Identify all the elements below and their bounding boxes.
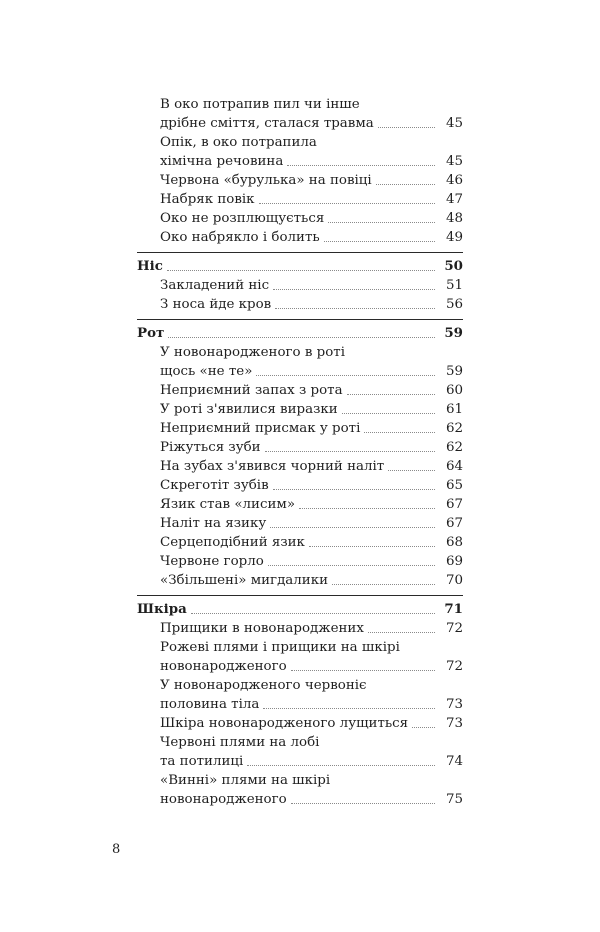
toc-entry[interactable]: [137, 381, 463, 400]
toc-entry[interactable]: [137, 400, 463, 419]
dot-leader: [265, 451, 435, 452]
toc-entry[interactable]: [137, 638, 463, 676]
dot-leader: [332, 584, 435, 585]
section-page: 71: [444, 601, 463, 617]
toc-entry-title: Око набрякло і болить: [160, 230, 320, 245]
toc-entry-page: 74: [445, 754, 463, 769]
dot-leader: [299, 508, 435, 509]
toc-entry-page: 62: [445, 440, 463, 455]
toc-entry[interactable]: [137, 133, 463, 171]
toc-entry[interactable]: [137, 619, 463, 638]
toc-entry-title: Прищики в новонароджених: [160, 621, 364, 636]
section-title: Ніс: [137, 258, 163, 274]
dot-leader: [273, 289, 435, 290]
dot-leader: [275, 308, 435, 309]
page-number: 8: [112, 842, 121, 857]
toc-entry-title-line2: щось «не те»: [160, 364, 253, 379]
toc-entry-page: 72: [445, 621, 463, 636]
toc-entry-title-line2: дрібне сміття, сталася травма: [160, 116, 374, 131]
dot-leader: [291, 803, 435, 804]
toc-entry[interactable]: [137, 95, 463, 133]
toc-entry-page: 59: [445, 364, 463, 379]
toc-entry-page: 64: [445, 459, 463, 474]
toc-entry-title-line2: та потилиці: [160, 754, 244, 769]
toc-entry-title: Закладений ніс: [160, 278, 270, 293]
toc-entry[interactable]: [137, 295, 463, 314]
toc-entry[interactable]: [137, 343, 463, 381]
toc-entry-title: На зубах з'явився чорний наліт: [160, 459, 385, 474]
dot-leader: [328, 222, 435, 223]
dot-leader: [167, 270, 435, 271]
toc-entry-title: Ріжуться зуби: [160, 440, 261, 455]
toc-entry-page: 67: [445, 497, 463, 512]
toc-entry[interactable]: [137, 514, 463, 533]
toc-entry-title: У роті з'явилися виразки: [160, 402, 338, 417]
toc-entry[interactable]: [137, 771, 463, 809]
toc-entry-title-line1: Опік, в око потрапила: [160, 135, 317, 150]
toc-entry-title: Червоне горло: [160, 554, 264, 569]
toc-entry-page: 72: [445, 659, 463, 674]
toc-entry-page: 73: [445, 697, 463, 712]
section-title: Рот: [137, 325, 165, 341]
toc-entry[interactable]: [137, 171, 463, 190]
dot-leader: [263, 708, 435, 709]
section-page: 50: [444, 258, 463, 274]
dot-leader: [287, 165, 435, 166]
toc-entry[interactable]: [137, 733, 463, 771]
section-page: 59: [444, 325, 463, 341]
dot-leader: [259, 203, 435, 204]
toc-entry-page: 49: [445, 230, 463, 245]
section-divider: [137, 319, 463, 320]
toc-entry-title: Язик став «лисим»: [160, 497, 296, 512]
toc-entry[interactable]: [137, 190, 463, 209]
toc-section-skin[interactable]: [137, 600, 463, 619]
dot-leader: [168, 337, 435, 338]
dot-leader: [347, 394, 435, 395]
table-of-contents: [137, 95, 463, 809]
dot-leader: [324, 241, 435, 242]
dot-leader: [412, 727, 435, 728]
toc-entry-title: Червона «бурулька» на повіці: [160, 173, 372, 188]
toc-section-nose[interactable]: [137, 257, 463, 276]
toc-entry-page: 62: [445, 421, 463, 436]
toc-entry-title-line1: Червоні плями на лобі: [160, 735, 320, 750]
toc-entry[interactable]: [137, 228, 463, 247]
dot-leader: [342, 413, 435, 414]
toc-entry-page: 65: [445, 478, 463, 493]
toc-entry-title: Неприємний присмак у роті: [160, 421, 361, 436]
toc-entry-page: 56: [445, 297, 463, 312]
toc-entry-title-line1: В око потрапив пил чи інше: [160, 97, 360, 112]
dot-leader: [273, 489, 435, 490]
dot-leader: [256, 375, 435, 376]
toc-entry[interactable]: [137, 476, 463, 495]
section-divider: [137, 252, 463, 253]
toc-entry-page: 45: [445, 154, 463, 169]
toc-entry-page: 70: [445, 573, 463, 588]
toc-entry-title: Неприємний запах з рота: [160, 383, 343, 398]
toc-entry[interactable]: [137, 571, 463, 590]
toc-entry-title-line1: У новонародженого в роті: [160, 345, 345, 360]
toc-entry-title: Наліт на язику: [160, 516, 267, 531]
dot-leader: [309, 546, 435, 547]
toc-entry-title-line1: У новонародженого червоніє: [160, 678, 367, 693]
toc-entry[interactable]: [137, 495, 463, 514]
dot-leader: [191, 613, 435, 614]
toc-entry-title: З носа йде кров: [160, 297, 272, 312]
toc-entry[interactable]: [137, 419, 463, 438]
toc-entry-title-line2: новонародженого: [160, 792, 287, 807]
toc-entry-page: 47: [445, 192, 463, 207]
toc-entry-page: 67: [445, 516, 463, 531]
toc-entry-title-line1: Рожеві плями і прищики на шкірі: [160, 640, 400, 655]
toc-entry-title-line2: половина тіла: [160, 697, 260, 712]
toc-entry-page: 46: [445, 173, 463, 188]
dot-leader: [247, 765, 435, 766]
toc-entry[interactable]: [137, 457, 463, 476]
section-title: Шкіра: [137, 601, 187, 617]
toc-section-mouth[interactable]: [137, 324, 463, 343]
dot-leader: [368, 632, 435, 633]
toc-entry[interactable]: [137, 438, 463, 457]
toc-entry-title: Шкіра новонародженого лущиться: [160, 716, 409, 731]
toc-entry[interactable]: [137, 533, 463, 552]
toc-entry-title: «Збільшені» мигдалики: [160, 573, 329, 588]
dot-leader: [388, 470, 435, 471]
toc-entry-page: 51: [445, 278, 463, 293]
toc-entry-title-line2: хімічна речовина: [160, 154, 284, 169]
toc-entry[interactable]: [137, 714, 463, 733]
toc-entry[interactable]: [137, 676, 463, 714]
dot-leader: [291, 670, 435, 671]
toc-entry-page: 60: [445, 383, 463, 398]
toc-entry-title: Око не розплющується: [160, 211, 325, 226]
toc-entry[interactable]: [137, 276, 463, 295]
dot-leader: [268, 565, 435, 566]
section-divider: [137, 595, 463, 596]
toc-entry-title: Серцеподібний язик: [160, 535, 305, 550]
toc-entry-page: 75: [445, 792, 463, 807]
toc-entry-title-line2: новонародженого: [160, 659, 287, 674]
dot-leader: [364, 432, 435, 433]
toc-entry-page: 48: [445, 211, 463, 226]
toc-entry-title: Скреготіт зубів: [160, 478, 269, 493]
toc-entry[interactable]: [137, 209, 463, 228]
toc-entry-page: 45: [445, 116, 463, 131]
toc-entry-title: Набряк повік: [160, 192, 255, 207]
toc-entry-page: 73: [445, 716, 463, 731]
toc-entry-page: 69: [445, 554, 463, 569]
dot-leader: [376, 184, 435, 185]
dot-leader: [270, 527, 435, 528]
toc-entry[interactable]: [137, 552, 463, 571]
toc-entry-title-line1: «Винні» плями на шкірі: [160, 773, 331, 788]
toc-entry-page: 68: [445, 535, 463, 550]
dot-leader: [378, 127, 435, 128]
toc-entry-page: 61: [445, 402, 463, 417]
